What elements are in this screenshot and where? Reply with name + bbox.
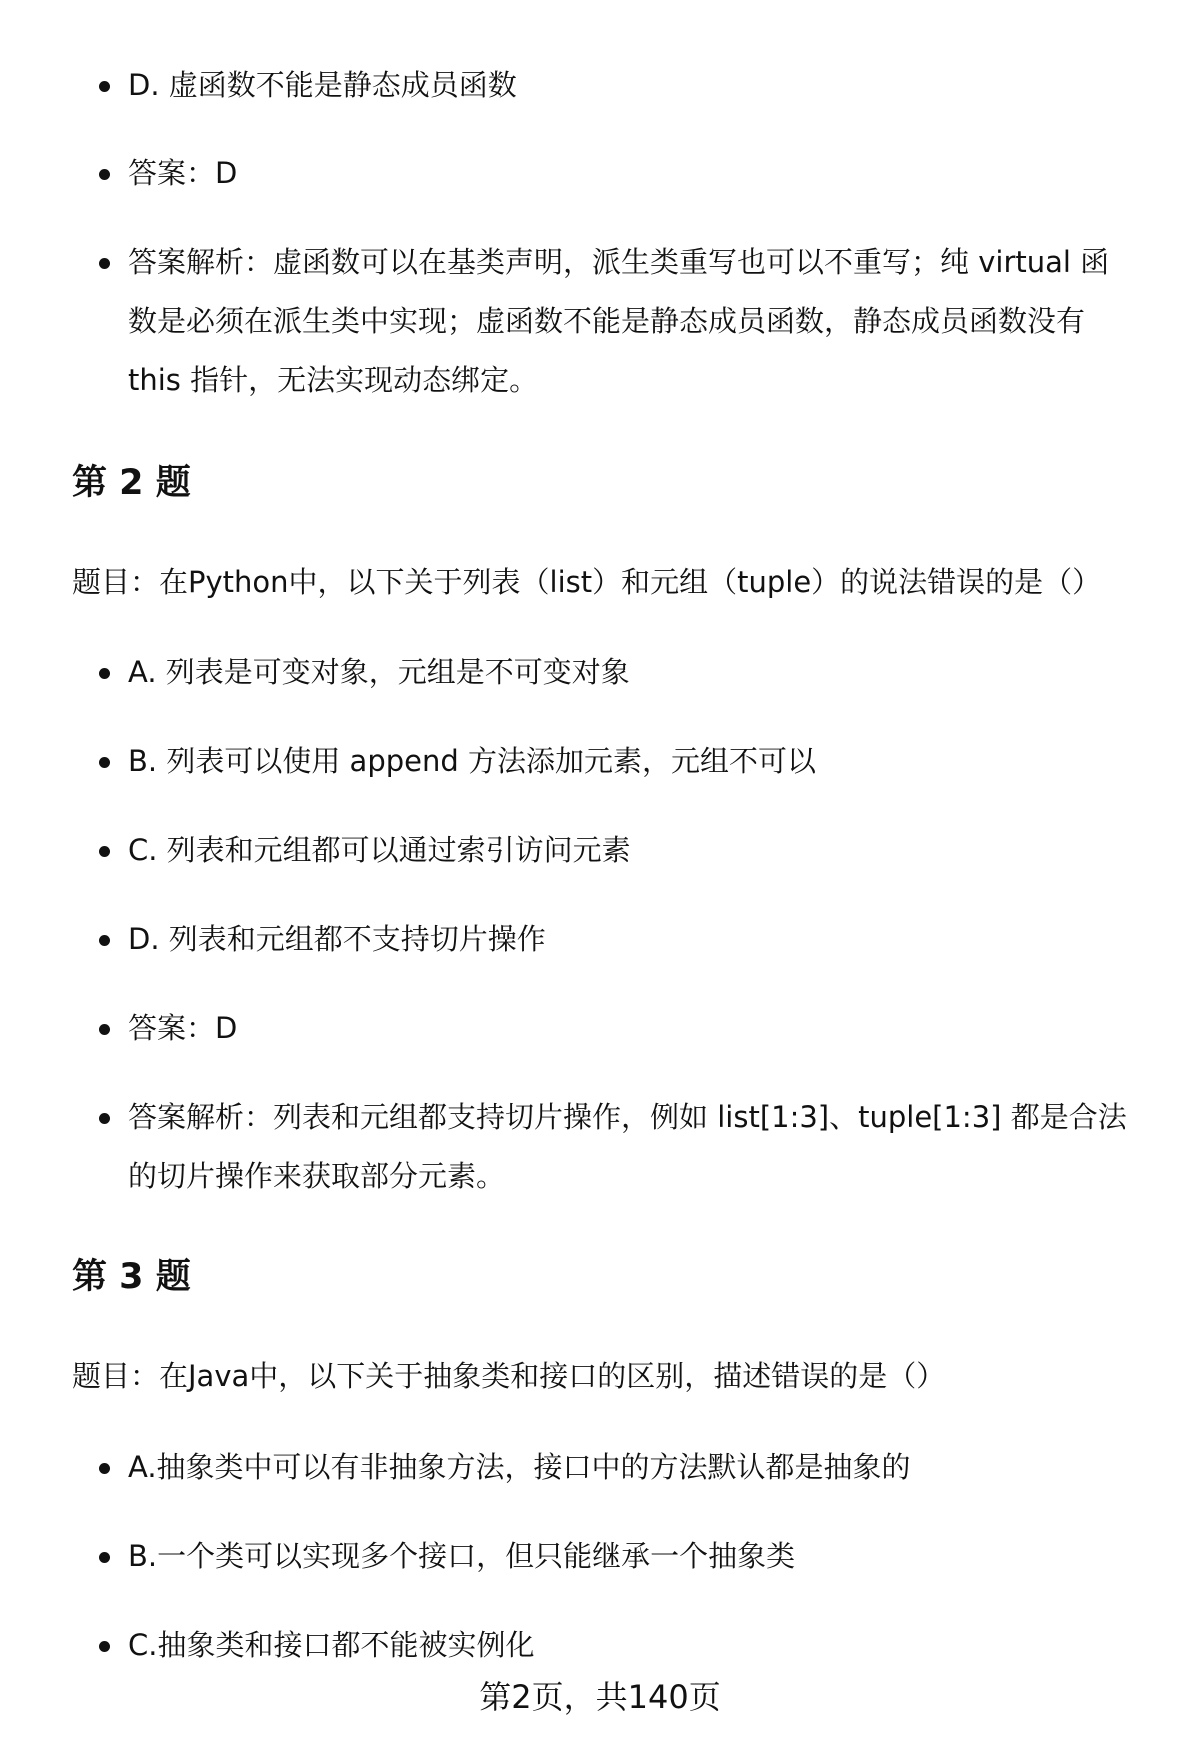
q3-option-b: B.一个类可以实现多个接口，但只能继承一个抽象类 bbox=[0, 1527, 1200, 1586]
page-number-footer: 第2页，共140页 bbox=[479, 1678, 721, 1716]
q3-option-c: C.抽象类和接口都不能被实例化 bbox=[0, 1616, 1200, 1675]
q1-option-d: D. 虚函数不能是静态成员函数 bbox=[0, 56, 1200, 115]
q3-option-a: A.抽象类中可以有非抽象方法，接口中的方法默认都是抽象的 bbox=[0, 1438, 1200, 1497]
q3-stem: 题目：在Java中，以下关于抽象类和接口的区别，描述错误的是（） bbox=[72, 1359, 946, 1393]
q3-heading: 第 3 题 bbox=[72, 1257, 191, 1297]
q1-explanation-list bbox=[0, 233, 1200, 410]
q1-answer-list bbox=[0, 144, 1200, 203]
q2-option-a: A. 列表是可变对象，元组是不可变对象 bbox=[0, 643, 1200, 702]
q2-options-list bbox=[0, 643, 1200, 1206]
q2-option-d: D. 列表和元组都不支持切片操作 bbox=[0, 910, 1200, 969]
q2-heading: 第 2 题 bbox=[72, 463, 191, 503]
q1-explanation: 答案解析：虚函数可以在基类声明，派生类重写也可以不重写；纯 virtual 函数是必须在派生类中实现；虚函数不能是静态成员函数，静态成员函数没有 this 指针，无法实现动态绑定。 bbox=[0, 233, 1200, 410]
q3-options-list bbox=[0, 1438, 1200, 1675]
q1-answer: 答案：D bbox=[0, 144, 1200, 203]
q2-option-b: B. 列表可以使用 append 方法添加元素，元组不可以 bbox=[0, 732, 1200, 791]
q1-tail-list bbox=[0, 56, 1200, 115]
q2-answer: 答案：D bbox=[0, 999, 1200, 1058]
q2-option-c: C. 列表和元组都可以通过索引访问元素 bbox=[0, 821, 1200, 880]
q2-explanation: 答案解析：列表和元组都支持切片操作，例如 list[1:3]、tuple[1:3] 都是合法的切片操作来获取部分元素。 bbox=[0, 1088, 1200, 1206]
q2-stem: 题目：在Python中，以下关于列表（list）和元组（tuple）的说法错误的是（） bbox=[72, 565, 1102, 599]
